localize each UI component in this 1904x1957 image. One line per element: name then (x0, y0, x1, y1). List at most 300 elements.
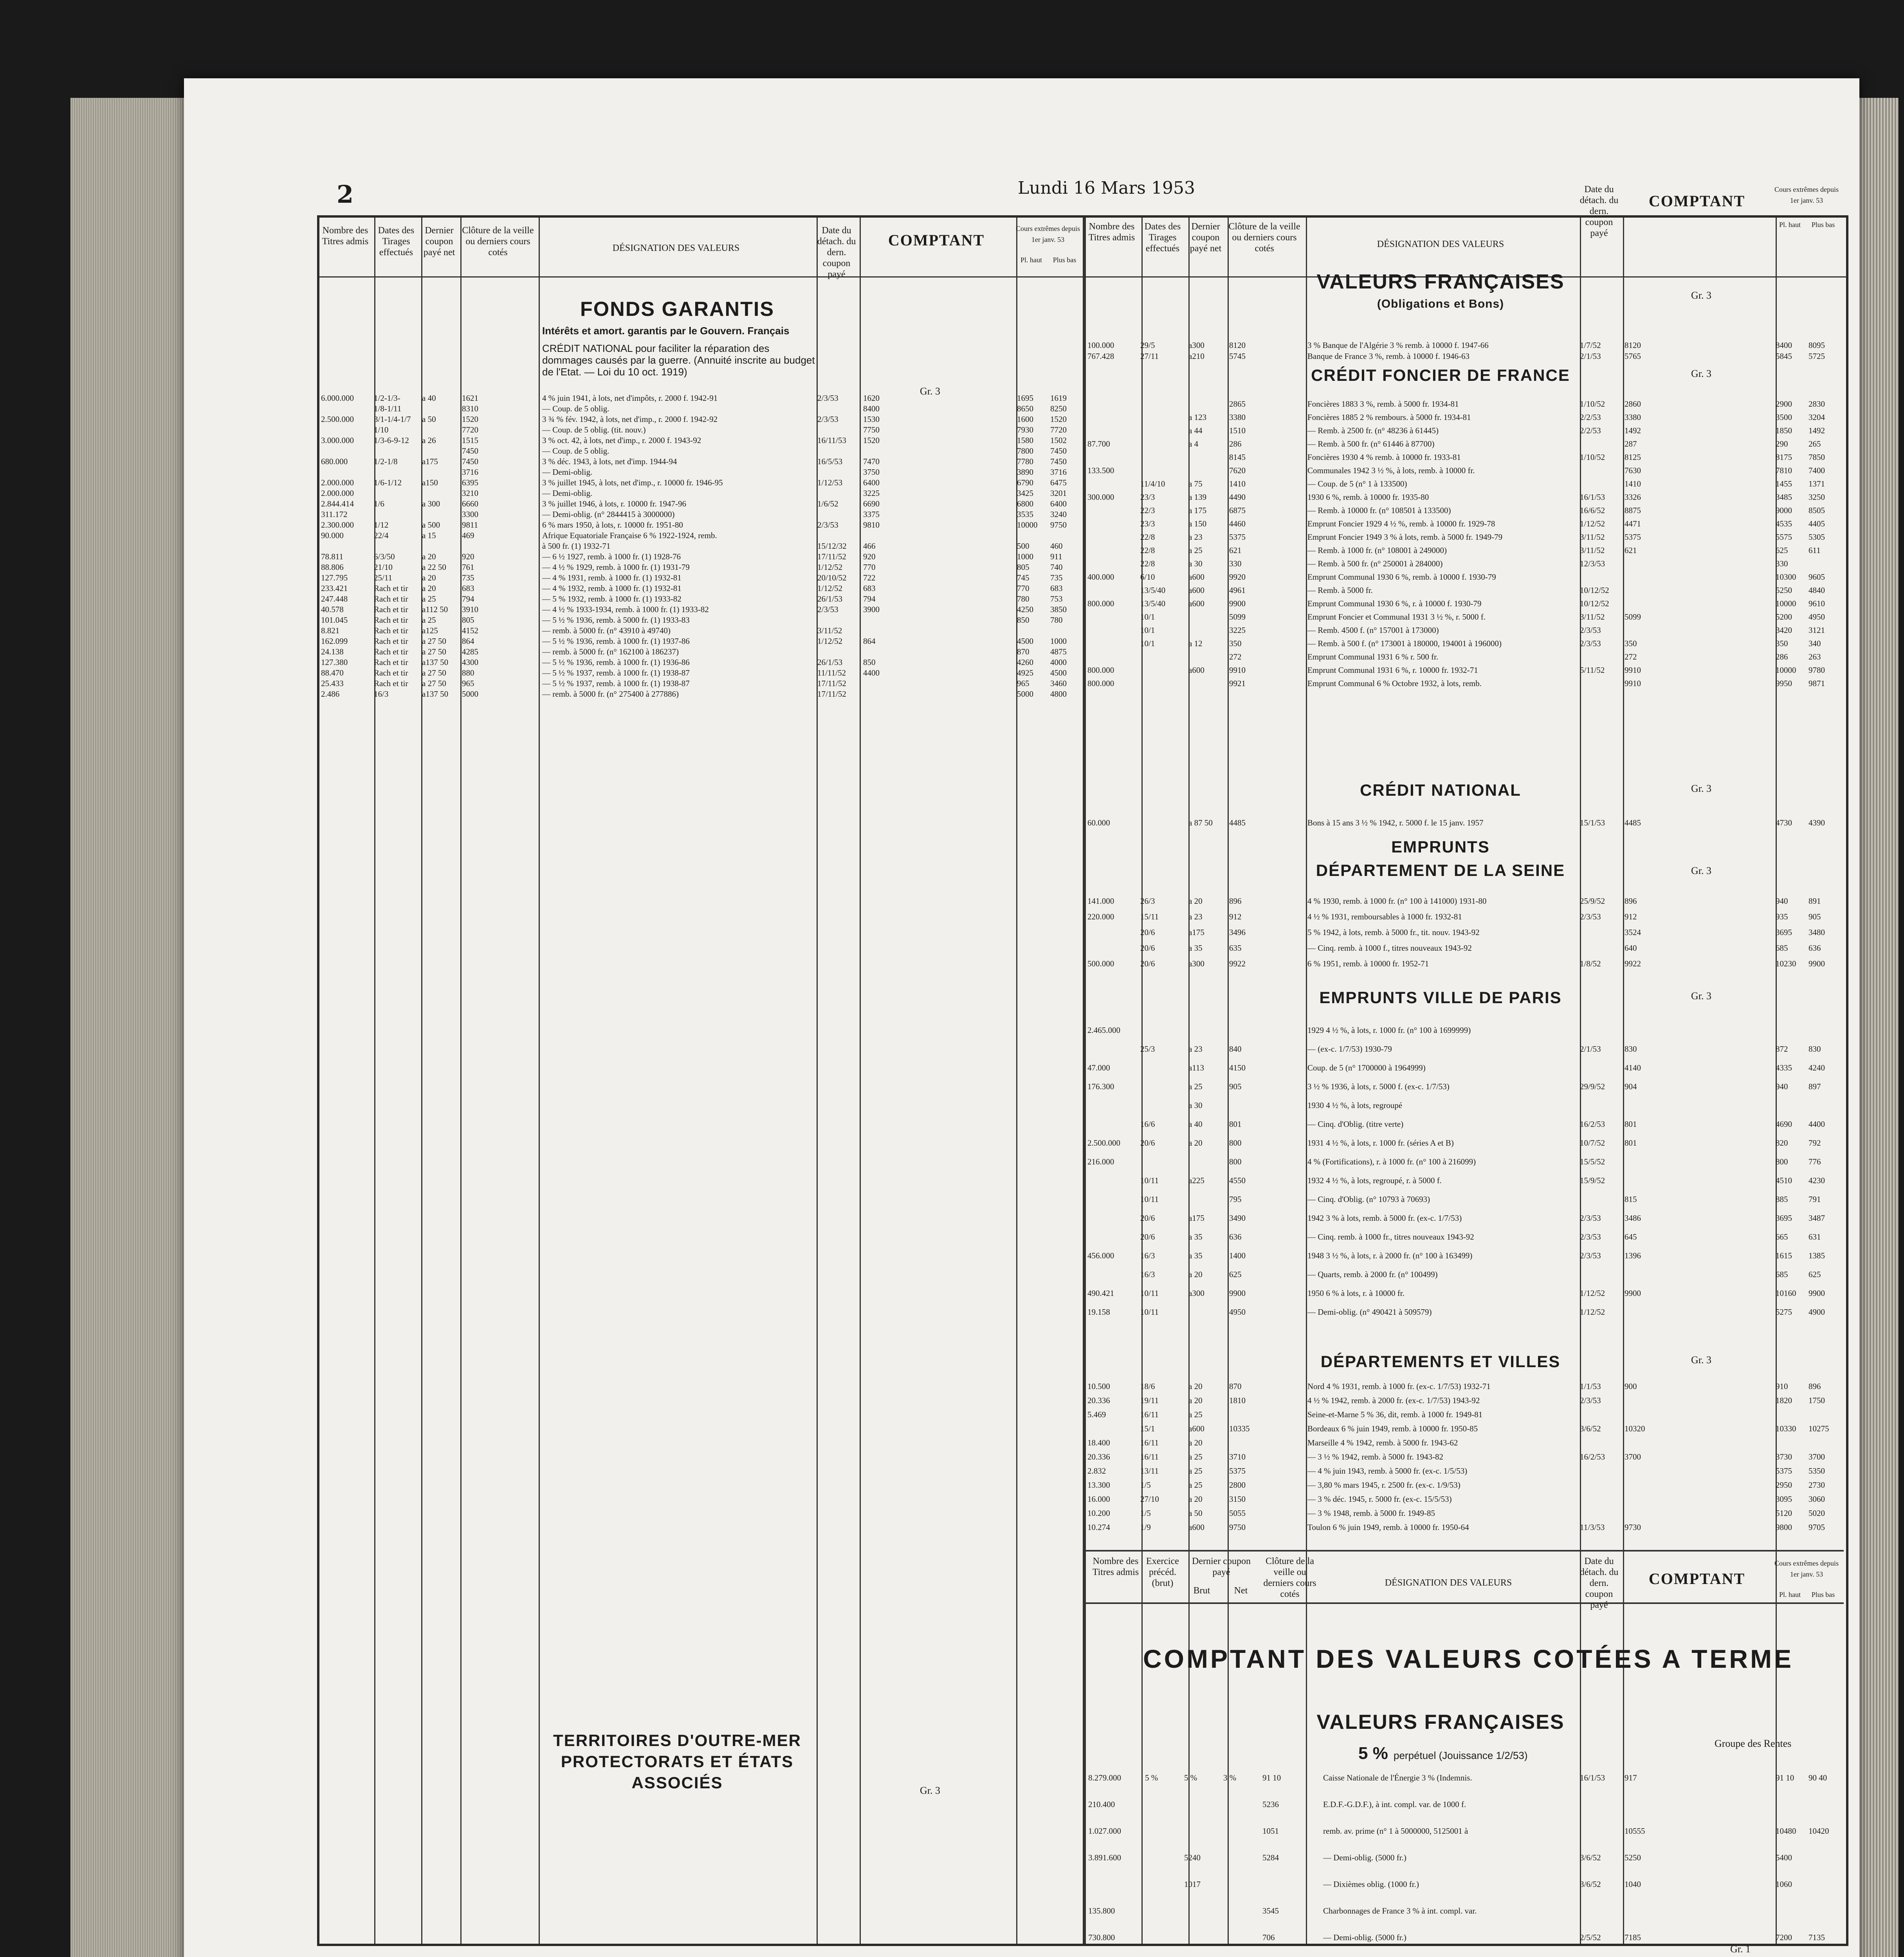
table-cell-h: 3420 (1776, 625, 1792, 635)
table-cell-n: 100.000 (1087, 341, 1114, 350)
table-cell-h: 4925 (1017, 668, 1033, 678)
table-cell-d: 22/3 (1140, 506, 1155, 515)
table-cell-b: 1492 (1808, 426, 1825, 435)
table-cell-d: 10/11 (1140, 1176, 1159, 1185)
table-cell-h: 1850 (1776, 426, 1792, 435)
table-cell-b: 683 (1050, 584, 1063, 593)
table-cell-c: a 30 (1188, 1101, 1203, 1110)
table-cell-c: a 27 50 (422, 668, 446, 678)
table-cell-h: 1615 (1776, 1251, 1792, 1260)
column-divider (460, 218, 462, 1944)
table-cell-d: 27/10 (1140, 1494, 1159, 1504)
table-cell-c: a 87 50 (1188, 818, 1213, 827)
table-cell-b: 4230 (1808, 1176, 1825, 1185)
table-cell-h: 1695 (1017, 393, 1033, 403)
table-cell-dt: 2/3/53 (817, 520, 838, 530)
table-cell-cl: 635 (1229, 943, 1242, 953)
table-cell-h: 805 (1017, 562, 1030, 572)
table-cell-c: a 27 50 (422, 679, 446, 688)
col-terme-cloture: Clôture de la veille ou derniers cours cotés (1263, 1556, 1316, 1599)
table-cell-b: 7720 (1050, 425, 1067, 434)
table-cell-n: 40.578 (321, 605, 344, 614)
table-cell-b: 1502 (1050, 436, 1067, 445)
table-cell-n: 24.138 (321, 647, 344, 656)
table-cell-b: 897 (1808, 1082, 1821, 1091)
table-cell-c: a 300 (422, 499, 440, 508)
table-cell-cl: 3910 (462, 605, 478, 614)
section-emprunts-paris: EMPRUNTS VILLE DE PARIS (1319, 988, 1562, 1007)
column-divider (817, 218, 818, 1944)
table-cell-des: 1931 4 ½ %, à lots, r. 1000 fr. (séries A et B) (1307, 1138, 1454, 1148)
table-cell-h: 780 (1017, 594, 1030, 604)
table-cell-c: a 25 (1188, 1452, 1203, 1461)
table-cell-cp: 920 (863, 552, 876, 561)
table-cell-b: 780 (1050, 615, 1063, 625)
table-cell-b: 4950 (1808, 612, 1825, 622)
table-cell-c: a 27 50 (422, 636, 446, 646)
table-cell-h: 1580 (1017, 436, 1033, 445)
table-cell-b: 2730 (1808, 1480, 1825, 1490)
table-cell-h: 5200 (1776, 612, 1792, 622)
table-cell-h: 330 (1776, 559, 1788, 568)
table-cell-c: a 25 (1188, 1480, 1203, 1490)
table-cell-b: 4000 (1050, 658, 1067, 667)
table-cell-c: a 22 50 (422, 562, 446, 572)
table-cell-cl: 350 (1229, 639, 1242, 648)
col-terme-nombre: Nombre des Titres admis (1092, 1556, 1139, 1577)
table-cell-des: 3 ½ % 1936, à lots, r. 5000 f. (ex-c. 1/7/53) (1307, 1082, 1450, 1091)
table-cell-h: 885 (1776, 1195, 1788, 1204)
table-cell-c: a210 (1188, 351, 1204, 361)
table-cell-n: 220.000 (1087, 912, 1114, 921)
table-cell-c: a 35 (1188, 943, 1203, 953)
table-cell-cl: 800 (1229, 1138, 1242, 1148)
table-cell-cl: 761 (462, 562, 474, 572)
table-cell-d: 20/6 (1140, 943, 1155, 953)
table-cell-cl: 880 (462, 668, 474, 678)
table-cell-n: 127.380 (321, 658, 348, 667)
table-cell-cp: 3900 (863, 605, 880, 614)
table-cell-cp: 896 (1625, 896, 1637, 906)
table-cell-b: 9705 (1808, 1523, 1825, 1532)
table-cell-des: 3 ¾ % fév. 1942, à lots, net d'imp., r. 2000 f. 1942-92 (542, 414, 718, 424)
table-cell-des: Foncières 1885 2 % rembours. à 5000 fr. 1934-81 (1307, 413, 1471, 422)
table-cell-cl: 4490 (1229, 492, 1246, 502)
table-cell-cl: 4485 (1229, 818, 1246, 827)
table-cell-cp: 900 (1625, 1382, 1637, 1391)
table-cell-c: a 123 (1188, 413, 1207, 422)
table-cell-n: 2.500.000 (1087, 1138, 1120, 1148)
table-cell-n: 6.000.000 (321, 393, 354, 403)
column-divider (1580, 218, 1581, 1944)
table-cell-b: 3480 (1808, 928, 1825, 937)
column-divider (860, 218, 861, 1944)
table-cell-cp: 850 (863, 658, 876, 667)
table-cell-cp: 4400 (863, 668, 880, 678)
table-cell-cl: 4150 (1229, 1063, 1246, 1072)
table-cell-d: 16/6 (1140, 1119, 1155, 1129)
table-cell-c: a 20 (422, 584, 436, 593)
table-cell-h: 7780 (1017, 457, 1033, 466)
table-cell-h: 10330 (1776, 1424, 1796, 1433)
column-divider (1623, 218, 1624, 1944)
table-cell-h: 935 (1776, 912, 1788, 921)
table-cell-h: 2900 (1776, 399, 1792, 409)
table-cell-cp: 3225 (863, 488, 880, 498)
table-cell-des: — Remb. à 500 fr. (n° 61446 à 87700) (1307, 439, 1435, 449)
table-cell-h: 5275 (1776, 1307, 1792, 1317)
table-cell-d: Rach et tir (374, 679, 408, 688)
table-cell-b: 7850 (1808, 452, 1825, 462)
table-cell-cp: 1040 (1625, 1880, 1641, 1889)
table-cell-n: 247.448 (321, 594, 348, 604)
table-cell-n: 88.806 (321, 562, 344, 572)
table-cell-cl: 8145 (1229, 452, 1246, 462)
table-cell-cl: 905 (1229, 1082, 1242, 1091)
table-cell-cl: 4961 (1229, 586, 1246, 595)
table-cell-cp: 830 (1625, 1044, 1637, 1054)
table-cell-cl: 683 (462, 584, 474, 593)
table-cell-b: 791 (1808, 1195, 1821, 1204)
table-cell-b: 3716 (1050, 467, 1067, 477)
table-cell-h: 910 (1776, 1382, 1788, 1391)
table-cell-h: 500 (1017, 541, 1030, 551)
table-cell-cp: 7470 (863, 457, 880, 466)
table-cell-cp: 3486 (1625, 1213, 1641, 1223)
table-cell-h: 8175 (1776, 452, 1792, 462)
table-cell-cl: 6875 (1229, 506, 1246, 515)
table-cell-des: — Remb. à 500 fr. (n° 250001 à 284000) (1307, 559, 1443, 568)
table-cell-cl: 9900 (1229, 1288, 1246, 1298)
table-cell-d: Rach et tir (374, 647, 408, 656)
table-cell-d: 3/1-1/4-1/7 (374, 414, 411, 424)
table-cell-cp: 4485 (1625, 818, 1641, 827)
table-cell-n: 730.800 (1088, 1933, 1115, 1942)
table-cell-b: 6475 (1050, 478, 1067, 487)
table-cell-cl: 5236 (1262, 1800, 1279, 1809)
rente-rate: 5 % (1358, 1744, 1388, 1763)
table-cell-des: Toulon 6 % juin 1949, remb. à 10000 fr. 1950-64 (1307, 1523, 1469, 1532)
table-cell-dt: 25/9/52 (1580, 896, 1605, 906)
table-cell-b: 792 (1808, 1138, 1821, 1148)
table-cell-des: — Dixièmes oblig. (1000 fr.) (1323, 1880, 1419, 1889)
table-cell-c: a137 50 (422, 658, 449, 667)
section-departements: DÉPARTEMENTS ET VILLES (1320, 1352, 1561, 1371)
table-cell-cp: 6400 (863, 478, 880, 487)
table-cell-des: — 5 ½ % 1937, remb. à 1000 fr. (1) 1938-87 (542, 679, 690, 688)
table-cell-des: 1948 3 ½ %, à lots, r. à 2000 fr. (n° 100 à 163499) (1307, 1251, 1473, 1260)
table-cell-n: 8.279.000 (1088, 1773, 1121, 1782)
table-cell-cp: 815 (1625, 1195, 1637, 1204)
table-cell-d: 22/8 (1140, 546, 1155, 555)
table-cell-des: 4 ½ % 1942, remb. à 2000 fr. (ex-c. 1/7/53) 1943-92 (1307, 1396, 1480, 1405)
table-cell-b: 4240 (1808, 1063, 1825, 1072)
table-cell-cl: 3300 (462, 510, 478, 519)
table-cell-cp: 8120 (1625, 341, 1641, 350)
table-cell-dt: 1/10/52 (1580, 399, 1605, 409)
table-cell-d: 20/6 (1140, 928, 1155, 937)
table-cell-dt: 15/1/53 (1580, 818, 1605, 827)
table-cell-h: 9950 (1776, 679, 1792, 688)
table-cell-des: — Coup. de 5 (n° 1 à 133500) (1307, 479, 1407, 488)
table-cell-cp: 9810 (863, 520, 880, 530)
table-cell-d: 1/5 (1140, 1508, 1151, 1518)
table-cell-b: 9610 (1808, 599, 1825, 608)
table-cell-h: 9800 (1776, 1523, 1792, 1532)
table-cell-h: 4510 (1776, 1176, 1792, 1185)
table-cell-d: 16/11 (1140, 1452, 1159, 1461)
table-cell-dt: 2/3/53 (1580, 1232, 1601, 1242)
table-cell-h: 9000 (1776, 506, 1792, 515)
table-cell-c: a 20 (422, 552, 436, 561)
table-cell-cl: 795 (1229, 1195, 1242, 1204)
table-cell-b: 905 (1808, 912, 1821, 921)
table-cell-d: 23/3 (1140, 519, 1155, 528)
table-cell-n: 400.000 (1087, 572, 1114, 582)
table-cell-n: 10.500 (1087, 1382, 1110, 1391)
table-cell-cl: 5745 (1229, 351, 1246, 361)
table-cell-cl: 8120 (1229, 341, 1246, 350)
table-cell-des: — 5 ½ % 1937, remb. à 1000 fr. (1) 1938-87 (542, 668, 690, 678)
table-cell-des: Charbonnages de France 3 % à int. compl. var. (1323, 1906, 1477, 1916)
table-cell-cl: 4285 (462, 647, 478, 656)
table-cell-d: 21/10 (374, 562, 393, 572)
table-cell-cp: 8125 (1625, 452, 1641, 462)
table-cell-des: — Cinq. remb. à 1000 fr., titres nouveaux 1943-92 (1307, 1232, 1474, 1242)
table-cell-des: Emprunt Communal 1930 6 %, r. à 10000 f. 1930-79 (1307, 599, 1482, 608)
table-cell-des: — 4 ½ % 1933-1934, remb. à 1000 fr. (1) 1933-82 (542, 605, 709, 614)
table-cell-dt: 1/12/52 (1580, 1307, 1605, 1317)
table-cell-cl: 4460 (1229, 519, 1246, 528)
table-cell-n: 20.336 (1087, 1452, 1110, 1461)
table-cell-h: 820 (1776, 1138, 1788, 1148)
table-cell-cl: 920 (462, 552, 474, 561)
table-cell-h: 1820 (1776, 1396, 1792, 1405)
table-cell-des: 3 % Banque de l'Algérie 3 % remb. à 10000 f. 1947-66 (1307, 341, 1489, 350)
section-valeurs-francaises-terme: VALEURS FRANÇAISES (1316, 1711, 1565, 1734)
table-cell-h: 3425 (1017, 488, 1033, 498)
table-cell-cl: 625 (1229, 1270, 1242, 1279)
table-cell-b: 10275 (1808, 1424, 1829, 1433)
table-cell-d: 13/5/40 (1140, 586, 1166, 595)
table-cell-b: 753 (1050, 594, 1063, 604)
table-cell-des: Afrique Equatoriale Française 6 % 1922-1924, remb. (542, 531, 717, 540)
table-cell-c: a113 (1188, 1063, 1204, 1072)
table-cell-cp: 683 (863, 584, 876, 593)
table-cell-c: a 35 (1188, 1251, 1203, 1260)
table-cell-des: — 3 % 1948, remb. à 5000 fr. 1949-85 (1307, 1508, 1435, 1518)
table-cell-d: 1/10 (374, 425, 389, 434)
table-cell-cl: 7720 (462, 425, 478, 434)
table-cell-d: 1/8-1/11 (374, 404, 402, 413)
table-cell-c: a 15 (422, 531, 436, 540)
table-cell-n: 800.000 (1087, 599, 1114, 608)
table-cell-d: 20/6 (1140, 1138, 1155, 1148)
table-cell-cp: 864 (863, 636, 876, 646)
table-cell-c: a 20 (1188, 1138, 1203, 1148)
table-cell-cp: 3380 (1625, 413, 1641, 422)
table-cell-des: — remb. à 5000 fr. (n° 162100 à 186237) (542, 647, 679, 656)
table-cell-cl: 6395 (462, 478, 478, 487)
table-cell-cl: 5099 (1229, 612, 1246, 622)
table-cell-b: 3240 (1050, 510, 1067, 519)
table-cell-cl: 4300 (462, 658, 478, 667)
group-label: Gr. 3 (1691, 290, 1711, 301)
table-cell-cl: 896 (1229, 896, 1242, 906)
col-pl-haut-right: Pl. haut (1779, 221, 1801, 229)
table-cell-b: 7450 (1050, 457, 1067, 466)
table-cell-b: 3201 (1050, 488, 1067, 498)
table-cell-des: — remb. à 5000 fr. (n° 43910 à 49740) (542, 626, 671, 635)
table-cell-cp: 9922 (1625, 959, 1641, 968)
table-cell-d: 6/10 (1140, 572, 1155, 582)
table-cell-cl: 800 (1229, 1157, 1242, 1166)
group-label: Gr. 1 (1730, 1943, 1751, 1955)
table-cell-n: 800.000 (1087, 679, 1114, 688)
table-cell-des: — 4 % juin 1943, remb. à 5000 fr. (ex-c. 1/5/53) (1307, 1466, 1468, 1476)
table-cell-dt: 1/12/52 (817, 636, 843, 646)
table-cell-dt: 3/11/52 (1580, 546, 1605, 555)
table-cell-des: — 4 % 1931, remb. à 1000 fr. (1) 1932-81 (542, 573, 682, 582)
table-cell-n: 2.486 (321, 689, 340, 699)
col-cloture-right: Clôture de la veille ou derniers cours cotés (1228, 222, 1300, 254)
table-cell-cp: 3375 (863, 510, 880, 519)
table-cell-n: 2.000.000 (321, 478, 354, 487)
table-cell-cl: 1515 (462, 436, 478, 445)
table-cell-cl: 1051 (1262, 1826, 1279, 1836)
table-cell-des: Foncières 1883 3 %, remb. à 5000 fr. 1934-81 (1307, 399, 1459, 409)
table-cell-b: 3121 (1808, 625, 1825, 635)
table-cell-des: Seine-et-Marne 5 % 36, dit, remb. à 1000 fr. 1949-81 (1307, 1410, 1483, 1419)
table-cell-h: 1455 (1776, 479, 1792, 488)
credit-national-intro: CRÉDIT NATIONAL pour faciliter la réparation des dommages causés par la guerre. (Annuité inscrite au budget de l'Etat. — Loi du 10 oct. 1919) (542, 342, 815, 378)
table-cell-b: 1520 (1050, 414, 1067, 424)
table-cell-h: 850 (1017, 615, 1030, 625)
table-cell-b: 3460 (1050, 679, 1067, 688)
table-cell-des: 1930 6 %, remb. à 10000 fr. 1935-80 (1307, 492, 1429, 502)
table-cell-c: a 139 (1188, 492, 1207, 502)
table-cell-h: 8400 (1776, 341, 1792, 350)
table-cell-des: — 5 ½ % 1936, remb. à 5000 fr. (1) 1933-83 (542, 615, 690, 625)
table-cell-c: a 23 (1188, 912, 1203, 921)
table-cell-dt: 2/3/53 (817, 414, 838, 424)
table-cell-des: Emprunt Communal 1931 6 %, r. 10000 fr. 1932-71 (1307, 665, 1478, 675)
table-cell-des: — 3 % déc. 1945, r. 5000 fr. (ex-c. 15/5/53) (1307, 1494, 1452, 1504)
table-cell-c: a 25 (1188, 1082, 1203, 1091)
table-cell-n: 233.421 (321, 584, 348, 593)
table-cell-dt: 1/7/52 (1580, 341, 1601, 350)
table-cell-b: 3487 (1808, 1213, 1825, 1223)
table-cell-b: 3850 (1050, 605, 1067, 614)
center-divider (1083, 218, 1086, 1944)
table-cell-cl: 3150 (1229, 1494, 1246, 1504)
table-cell-c: a175 (1188, 928, 1204, 937)
table-cell-cl: 2865 (1229, 399, 1246, 409)
table-cell-dt: 10/12/52 (1580, 586, 1609, 595)
table-cell-dt: 1/6/52 (817, 499, 838, 508)
table-cell-des: 1932 4 ½ %, à lots, regroupé, r. à 5000 f. (1307, 1176, 1442, 1185)
table-cell-h: 10480 (1776, 1826, 1796, 1836)
table-cell-dt: 10/7/52 (1580, 1138, 1605, 1148)
table-cell-c: a 20 (1188, 1438, 1203, 1447)
table-cell-h: 3500 (1776, 413, 1792, 422)
table-cell-dt: 3/6/52 (1580, 1853, 1601, 1862)
table-cell-dt: 17/11/52 (817, 689, 846, 699)
table-cell-dt: 2/3/53 (817, 605, 838, 614)
table-cell-cl: 7620 (1229, 466, 1246, 475)
table-cell-d: 1/12 (374, 520, 389, 530)
table-cell-d: 20/6 (1140, 959, 1155, 968)
table-cell-n: 2.465.000 (1087, 1025, 1120, 1035)
table-cell-des: Bordeaux 6 % juin 1949, remb. à 10000 fr. 1950-85 (1307, 1424, 1478, 1433)
table-cell-d: Rach et tir (374, 668, 408, 678)
table-cell-cl: 805 (462, 615, 474, 625)
table-cell-b: 8250 (1050, 404, 1067, 413)
table-cell-b: 4390 (1808, 818, 1825, 827)
table-cell-cp: 912 (1625, 912, 1637, 921)
table-cell-h: 4690 (1776, 1119, 1792, 1129)
table-cell-n: 3.000.000 (321, 436, 354, 445)
table-cell-cp: 8875 (1625, 506, 1641, 515)
table-cell-des: — 5 % 1932, remb. à 1000 fr. (1) 1933-82 (542, 594, 682, 604)
table-cell-d: 26/3 (1140, 896, 1155, 906)
col-comptant-right: COMPTANT (1648, 192, 1745, 210)
table-cell-cp: 5250 (1625, 1853, 1641, 1862)
table-cell-des: — Cinq. d'Oblig. (titre verte) (1307, 1119, 1404, 1129)
table-cell-des: 4 % juin 1941, à lots, net d'impôts, r. 2000 f. 1942-91 (542, 393, 718, 403)
table-cell-b: 263 (1808, 652, 1821, 661)
table-cell-d: Rach et tir (374, 605, 408, 614)
table-cell-dt: 10/12/52 (1580, 599, 1609, 608)
table-cell-des: 3 % juillet 1946, à lots, r. 10000 fr. 1947-96 (542, 499, 687, 508)
table-cell-cl: 1810 (1229, 1396, 1246, 1405)
table-cell-cp: 904 (1625, 1082, 1637, 1091)
section-credit-foncier: CRÉDIT FONCIER DE FRANCE (1311, 366, 1570, 384)
groupe-rentes-label: Groupe des Rentes (1715, 1738, 1792, 1749)
table-cell-h: 6800 (1017, 499, 1033, 508)
table-cell-h: 3695 (1776, 1213, 1792, 1223)
table-cell-dt: 15/5/52 (1580, 1157, 1605, 1166)
table-cell-c: a 26 (422, 436, 436, 445)
table-cell-b: 3060 (1808, 1494, 1825, 1504)
table-cell-b: 911 (1050, 552, 1062, 561)
group-label: Gr. 3 (1691, 368, 1711, 379)
table-cell-des: 6 % mars 1950, à lots, r. 10000 fr. 1951-80 (542, 520, 683, 530)
table-cell-h: 91 10 (1776, 1773, 1794, 1782)
table-cell-d: 22/8 (1140, 532, 1155, 542)
table-cell-dt: 3/6/52 (1580, 1424, 1601, 1433)
col-terme-cours-extremes: Cours extrêmes depuis 1er janv. 53 (1774, 1559, 1839, 1578)
table-cell-dt: 1/12/53 (817, 478, 843, 487)
table-cell-n: 90.000 (321, 531, 344, 540)
group-label: Gr. 3 (1691, 1354, 1711, 1366)
table-cell-des: — 4 ½ % 1929, remb. à 1000 fr. (1) 1931-79 (542, 562, 690, 572)
table-cell-b: 4405 (1808, 519, 1825, 528)
table-cell-cp: 8400 (863, 404, 880, 413)
table-cell-h: 10230 (1776, 959, 1796, 968)
table-cell-b: 896 (1808, 1382, 1821, 1391)
table-cell-des: — Demi-oblig. (542, 467, 593, 477)
table-cell-n: 13.300 (1087, 1480, 1110, 1490)
table-cell-h: 3730 (1776, 1452, 1792, 1461)
table-cell-h: 5120 (1776, 1508, 1792, 1518)
table-cell-d: 27/11 (1140, 351, 1159, 361)
table-cell-des: — 5 ½ % 1936, remb. à 1000 fr. (1) 1937-86 (542, 636, 690, 646)
table-cell-des: Bons à 15 ans 3 ½ % 1942, r. 5000 f. le 15 janv. 1957 (1307, 818, 1484, 827)
table-cell-n: 490.421 (1087, 1288, 1114, 1298)
table-cell-c: a 23 (1188, 1044, 1203, 1054)
table-cell-cl: 330 (1229, 559, 1242, 568)
